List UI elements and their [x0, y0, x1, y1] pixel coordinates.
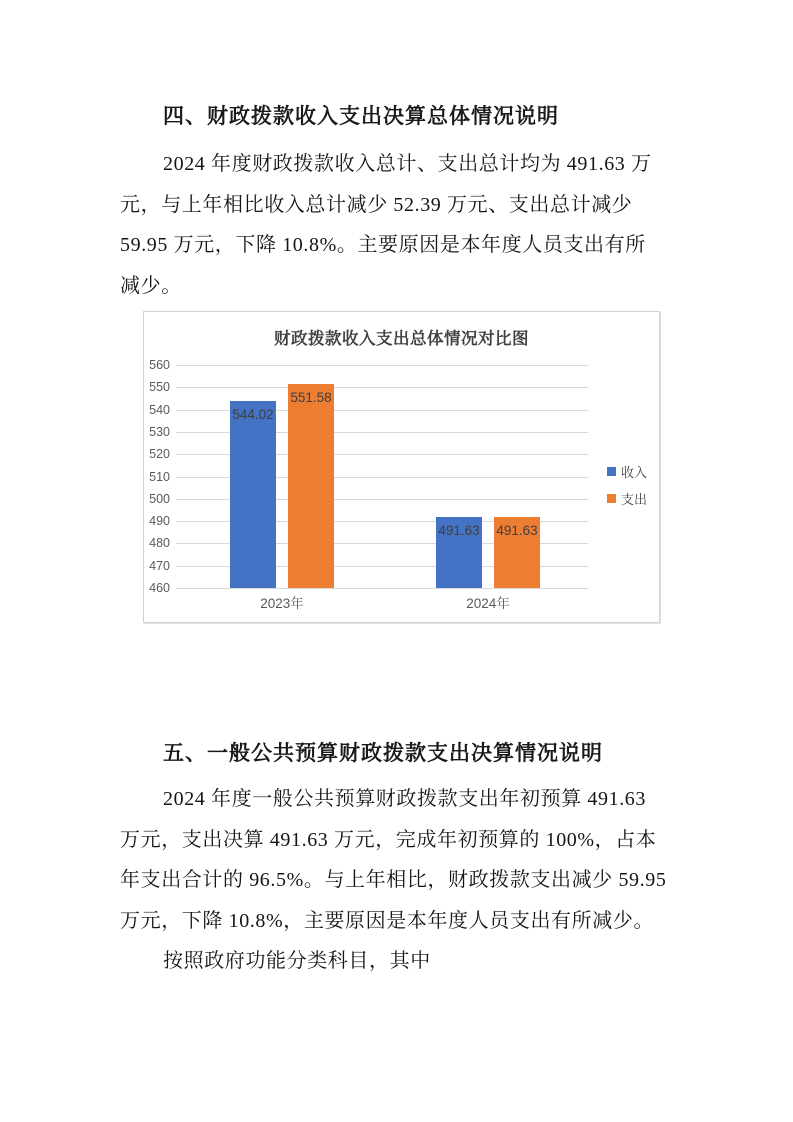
legend-entry-收入: [607, 462, 647, 481]
y-axis-tick-label: 470: [149, 558, 170, 573]
bar-data-label: 491.63: [496, 523, 538, 539]
section5-paragraph: [120, 779, 680, 982]
paragraph-line: 2024 年度一般公共预算财政拨款支出年初预算 491.63: [163, 788, 646, 810]
chart-title: 财政拨款收入支出总体情况对比图: [274, 330, 529, 348]
legend-label: 支出: [621, 492, 648, 507]
bar-收入: [230, 401, 276, 588]
bar-data-label: 491.63: [438, 523, 480, 539]
paragraph-line: 2024 年度财政拨款收入总计、支出总计均为 491.63 万: [163, 153, 652, 175]
gridline: [176, 365, 588, 366]
legend-label: 收入: [621, 465, 648, 480]
bar-data-label: 544.02: [232, 406, 274, 422]
x-axis-category-label: 2023年: [260, 596, 304, 611]
y-axis-tick-label: 550: [149, 380, 170, 395]
section4-heading: 四、财政拨款收入支出决算总体情况说明: [163, 105, 559, 128]
bar-data-label: 551.58: [290, 389, 332, 405]
y-axis-tick-label: 540: [149, 402, 170, 417]
section4-paragraph: [120, 144, 680, 306]
paragraph-line: 59.95 万元，下降 10.8%。主要原因是本年度人员支出有所: [120, 234, 646, 256]
y-axis-tick-label: 510: [149, 469, 170, 484]
gridline: [176, 387, 588, 388]
paragraph-line: 元，与上年相比收入总计减少 52.39 万元、支出总计减少: [120, 193, 633, 216]
x-axis-category-label: 2024年: [466, 596, 510, 611]
y-axis-tick-label: 460: [149, 581, 170, 595]
y-axis-tick-label: 500: [149, 491, 170, 506]
legend-swatch-icon: [607, 494, 616, 503]
y-axis-tick-label: 530: [149, 424, 170, 439]
y-axis-tick-label: 480: [149, 536, 170, 551]
bar-支出: [288, 384, 334, 588]
paragraph-line: 减少。: [120, 274, 182, 297]
y-axis-tick-label: 560: [149, 358, 170, 372]
gridline: [176, 588, 588, 589]
paragraph-line: 万元，支出决算 491.63 万元，完成年初预算的 100%，占本: [120, 828, 657, 851]
paragraph-line: 年支出合计的 96.5%。与上年相比，财政拨款支出减少 59.95: [120, 869, 667, 891]
paragraph-line: 万元，下降 10.8%，主要原因是本年度人员支出有所减少。: [120, 909, 655, 932]
bar-chart: [143, 311, 660, 623]
legend-swatch-icon: [607, 467, 616, 476]
legend-entry-支出: [607, 489, 647, 508]
section5-heading: 五、一般公共预算财政拨款支出决算情况说明: [163, 742, 603, 765]
y-axis-tick-label: 490: [149, 514, 170, 529]
y-axis-tick-label: 520: [149, 447, 170, 462]
closing-line: 按照政府功能分类科目，其中: [163, 950, 431, 972]
